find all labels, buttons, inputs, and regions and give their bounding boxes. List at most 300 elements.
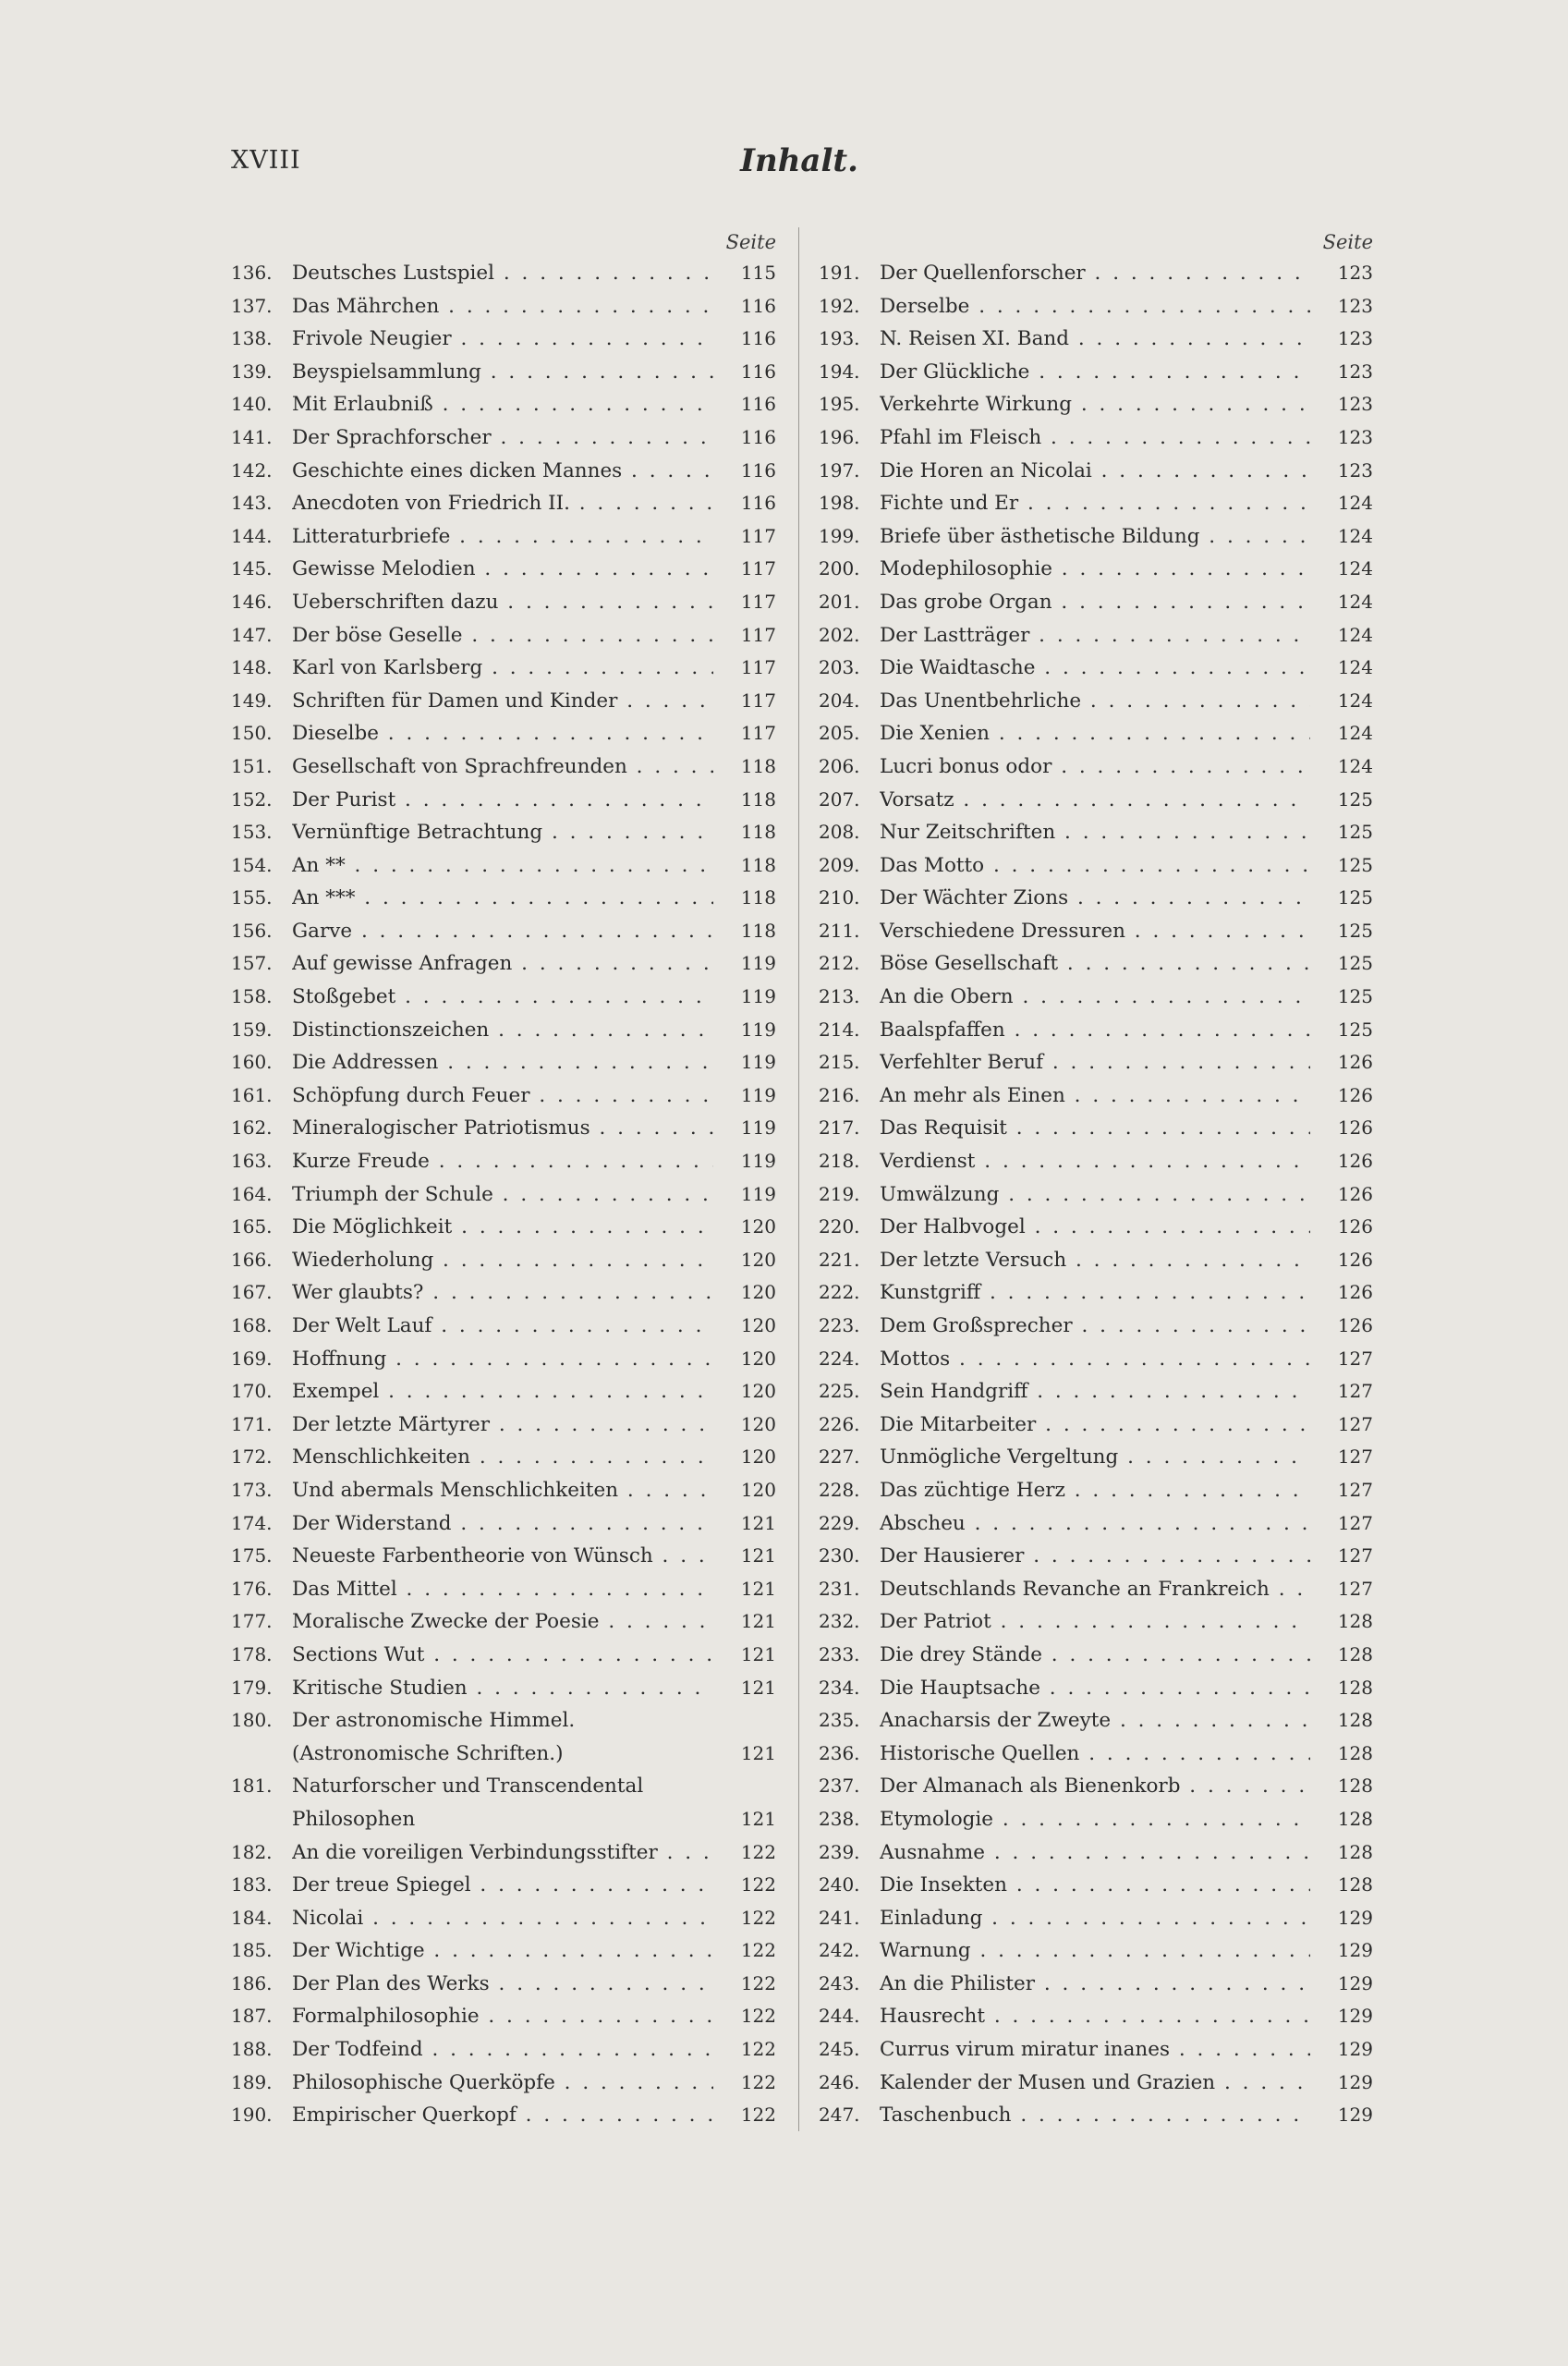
- toc-entry: [819, 1803, 1373, 1836]
- entry-number: 193.: [819, 327, 860, 350]
- toc-entry: [819, 685, 1373, 718]
- entry-number: 236.: [819, 1741, 860, 1764]
- toc-entry: [819, 1211, 1373, 1244]
- entry-number: 171.: [231, 1412, 273, 1435]
- entry-page: 120: [740, 1281, 776, 1304]
- entry-page: 128: [1337, 1676, 1373, 1699]
- entry-number: 190.: [231, 2104, 273, 2127]
- entry-title: Die Insekten . . .: [880, 1869, 1310, 1902]
- entry-title: Modephilosophie . . .: [880, 553, 1310, 586]
- entry-page: 117: [740, 557, 776, 580]
- entry-title: Sections Wut . . .: [292, 1639, 713, 1672]
- entry-title: Die drey Stände . . .: [880, 1639, 1310, 1672]
- entry-title: Currus virum miratur inanes . . .: [880, 2033, 1310, 2067]
- entry-number: 148.: [231, 656, 273, 679]
- toc-entry: [231, 356, 776, 389]
- entry-number: 197.: [819, 458, 860, 482]
- toc-entry: [819, 1343, 1373, 1376]
- entry-title: Der Lastträger . . .: [880, 619, 1310, 652]
- toc-entry: [819, 1672, 1373, 1705]
- toc-entry: [819, 1409, 1373, 1442]
- entry-title: Der böse Geselle . . .: [292, 619, 713, 652]
- entry-number: 200.: [819, 557, 860, 580]
- entry-title: Der Patriot . . .: [880, 1605, 1310, 1639]
- entry-title: Ueberschriften dazu . . .: [292, 586, 713, 619]
- entry-page: 128: [1337, 1709, 1373, 1732]
- toc-entry: [819, 915, 1373, 948]
- toc-entry: [819, 1014, 1373, 1047]
- entry-number: 224.: [819, 1347, 860, 1370]
- toc-entry: [819, 553, 1373, 586]
- toc-entry: [231, 882, 776, 915]
- entry-page: 122: [740, 1939, 776, 1962]
- entry-title: Nicolai . . .: [292, 1902, 713, 1935]
- entry-page: 123: [1337, 360, 1373, 383]
- entry-page: 125: [1337, 886, 1373, 909]
- toc-entry: [819, 1605, 1373, 1639]
- entry-number: 179.: [231, 1676, 273, 1699]
- entry-title: Kurze Freude . . .: [292, 1145, 713, 1178]
- entry-number: 230.: [819, 1544, 860, 1567]
- toc-entry: [231, 553, 776, 586]
- entry-page: 125: [1337, 787, 1373, 811]
- entry-title: Das züchtige Herz . . .: [880, 1474, 1310, 1507]
- entry-title: Mineralogischer Patriotismus . . .: [292, 1112, 713, 1145]
- entry-number: 176.: [231, 1577, 273, 1600]
- toc-entry: [231, 1079, 776, 1113]
- entry-number: 247.: [819, 2104, 860, 2127]
- toc-entry: [231, 1573, 776, 1606]
- entry-number: 217.: [819, 1116, 860, 1140]
- entry-page: 121: [740, 1642, 776, 1665]
- entry-title: Taschenbuch . . .: [880, 2099, 1310, 2132]
- entry-page: 123: [1337, 262, 1373, 284]
- entry-number: 136.: [231, 262, 273, 284]
- entry-title: Briefe über ästhetische Bildung . . .: [880, 520, 1310, 554]
- entry-number: 231.: [819, 1577, 860, 1600]
- toc-entry: [231, 947, 776, 981]
- toc-entry: [231, 257, 776, 290]
- entry-title: Abscheu . . .: [880, 1507, 1310, 1541]
- toc-entry: [231, 1836, 776, 1870]
- entry-page: 124: [1337, 754, 1373, 777]
- entry-page: 126: [1337, 1248, 1373, 1271]
- entry-title: An die Obern . . .: [880, 981, 1310, 1014]
- entry-title: Die Möglichkeit . . .: [292, 1211, 713, 1244]
- toc-entry: [231, 1639, 776, 1672]
- entry-number: 209.: [819, 853, 860, 876]
- entry-page: 129: [1337, 2070, 1373, 2093]
- toc-entry: [231, 1310, 776, 1343]
- column-divider: [798, 227, 799, 2131]
- toc-entry: [819, 1310, 1373, 1343]
- entry-title: Die Hauptsache . . .: [880, 1672, 1310, 1705]
- entry-number: 227.: [819, 1445, 860, 1469]
- entry-page: 124: [1337, 722, 1373, 745]
- entry-title: Neueste Farbentheorie von Wünsch . . .: [292, 1540, 713, 1573]
- entry-page: 121: [740, 1676, 776, 1699]
- entry-number: 243.: [819, 1971, 860, 1994]
- toc-entry: [819, 323, 1373, 356]
- entry-page: 123: [1337, 458, 1373, 482]
- entry-title: Wiederholung . . .: [292, 1244, 713, 1277]
- toc-entry: [819, 2000, 1373, 2033]
- entry-page: 128: [1337, 1840, 1373, 1863]
- toc-entry: [231, 1441, 776, 1474]
- entry-title: Sein Handgriff . . .: [880, 1375, 1310, 1409]
- entry-page: 115: [740, 262, 776, 284]
- toc-entry: [231, 1409, 776, 1442]
- entry-page: 121: [740, 1807, 776, 1830]
- entry-page: 126: [1337, 1215, 1373, 1238]
- entry-number: 184.: [231, 1906, 273, 1929]
- entry-page: 118: [740, 853, 776, 876]
- entry-page: 128: [1337, 1873, 1373, 1896]
- toc-entries-left: [231, 257, 776, 2132]
- entry-number: 177.: [231, 1610, 273, 1633]
- page-header: [231, 142, 1367, 187]
- entry-title: Frivole Neugier . . .: [292, 323, 713, 356]
- entry-title: An die voreiligen Verbindungsstifter . . .: [292, 1836, 713, 1870]
- entry-number: 201.: [819, 590, 860, 613]
- entry-page: 125: [1337, 985, 1373, 1008]
- entry-number: 153.: [231, 821, 273, 844]
- toc-entry: [819, 2033, 1373, 2067]
- entry-number: 237.: [819, 1774, 860, 1798]
- entry-number: 160.: [231, 1051, 273, 1074]
- entry-title: Gesellschaft von Sprachfreunden . . .: [292, 750, 713, 784]
- entry-number: 206.: [819, 754, 860, 777]
- entry-page: 125: [1337, 821, 1373, 844]
- entry-title: Baalspfaffen . . .: [880, 1014, 1310, 1047]
- entry-title: Die Mitarbeiter . . .: [880, 1409, 1310, 1442]
- entry-page: 122: [740, 1840, 776, 1863]
- entry-title: Nur Zeitschriften . . .: [880, 816, 1310, 849]
- entry-title: Historische Quellen . . .: [880, 1738, 1310, 1771]
- entry-number: 239.: [819, 1840, 860, 1863]
- entry-page: 123: [1337, 327, 1373, 350]
- entry-title: Der Sprachforscher . . .: [292, 421, 713, 455]
- entry-number: 234.: [819, 1676, 860, 1699]
- entry-number: 158.: [231, 985, 273, 1008]
- entry-title: Fichte und Er . . .: [880, 487, 1310, 520]
- entry-page: 116: [740, 458, 776, 482]
- entry-title: Hausrecht . . .: [880, 2000, 1310, 2033]
- entry-page: 128: [1337, 1741, 1373, 1764]
- entry-number: 161.: [231, 1083, 273, 1106]
- toc-entry: [819, 1934, 1373, 1968]
- toc-entry: [819, 652, 1373, 685]
- toc-entry: [231, 1276, 776, 1310]
- entry-number: 163.: [231, 1150, 273, 1173]
- entry-page: 126: [1337, 1182, 1373, 1205]
- toc-entry: [819, 257, 1373, 290]
- entry-page: 122: [740, 1906, 776, 1929]
- entry-page: 124: [1337, 524, 1373, 547]
- toc-entry: [231, 1934, 776, 1968]
- toc-entry: [231, 2067, 776, 2100]
- entry-title: Das Mittel . . .: [292, 1573, 713, 1606]
- entry-number: 194.: [819, 360, 860, 383]
- entry-page: 129: [1337, 1939, 1373, 1962]
- entry-title: Der Halbvogel . . .: [880, 1211, 1310, 1244]
- toc-entry: [819, 947, 1373, 981]
- entry-number: 199.: [819, 524, 860, 547]
- entry-number: 240.: [819, 1873, 860, 1896]
- entry-number: 246.: [819, 2070, 860, 2093]
- entry-title: Der Widerstand . . .: [292, 1507, 713, 1541]
- entry-page: 128: [1337, 1610, 1373, 1633]
- entry-title: Anecdoten von Friedrich II. . . .: [292, 487, 713, 520]
- entry-number: 142.: [231, 458, 273, 482]
- entry-number: 167.: [231, 1281, 273, 1304]
- entry-page: 125: [1337, 952, 1373, 975]
- entry-number: 172.: [231, 1445, 273, 1469]
- toc-entry: [231, 915, 776, 948]
- toc-entry: [231, 2000, 776, 2033]
- entry-page: 121: [740, 1544, 776, 1567]
- entry-number: 181.: [231, 1774, 273, 1798]
- toc-entry: [819, 1046, 1373, 1079]
- entry-page: 117: [740, 656, 776, 679]
- entry-number: 208.: [819, 821, 860, 844]
- entry-title: Verdienst . . .: [880, 1145, 1310, 1178]
- entry-title: Anacharsis der Zweyte . . .: [880, 1704, 1310, 1738]
- seite-column-label: Seite: [1322, 231, 1373, 253]
- entry-page: 126: [1337, 1150, 1373, 1173]
- toc-entry: [819, 981, 1373, 1014]
- entry-title: Vorsatz . . .: [880, 784, 1310, 817]
- entry-title: Der Glückliche . . .: [880, 356, 1310, 389]
- entry-page: 119: [740, 1116, 776, 1140]
- entry-page: 129: [1337, 1906, 1373, 1929]
- entry-page: 123: [1337, 294, 1373, 317]
- entry-number: 219.: [819, 1182, 860, 1205]
- entry-page: 119: [740, 1083, 776, 1106]
- toc-entry: [819, 1869, 1373, 1902]
- entry-title: Böse Gesellschaft . . .: [880, 947, 1310, 981]
- entry-page: 127: [1337, 1380, 1373, 1403]
- entry-page: 118: [740, 821, 776, 844]
- entry-number: 242.: [819, 1939, 860, 1962]
- entry-number: 241.: [819, 1906, 860, 1929]
- toc-entry: [819, 1836, 1373, 1870]
- entry-title: Das Unentbehrliche . . .: [880, 685, 1310, 718]
- entry-title: Die Horen an Nicolai . . .: [880, 455, 1310, 488]
- toc-entry: [819, 290, 1373, 323]
- entry-title: Stoßgebet . . .: [292, 981, 713, 1014]
- toc-entry: [819, 388, 1373, 421]
- entry-number: 149.: [231, 689, 273, 712]
- entry-page: 116: [740, 425, 776, 448]
- entry-number: 141.: [231, 425, 273, 448]
- entry-page: 118: [740, 919, 776, 942]
- entry-page: 121: [740, 1741, 776, 1764]
- toc-entry: [231, 1178, 776, 1212]
- entry-page: 116: [740, 492, 776, 515]
- entry-page: 121: [740, 1610, 776, 1633]
- entry-number: 166.: [231, 1248, 273, 1271]
- entry-page: 116: [740, 294, 776, 317]
- toc-entry: [231, 1145, 776, 1178]
- entry-page: 126: [1337, 1116, 1373, 1140]
- entry-number: 173.: [231, 1478, 273, 1501]
- toc-entry: [231, 1902, 776, 1935]
- toc-entry: [231, 981, 776, 1014]
- entry-number: 191.: [819, 262, 860, 284]
- entry-title: Der astronomische Himmel. (Astronomische Schriften.): [292, 1709, 576, 1765]
- entry-title: Die Addressen . . .: [292, 1046, 713, 1079]
- entry-number: 178.: [231, 1642, 273, 1665]
- entry-number: 207.: [819, 787, 860, 811]
- toc-entry: [231, 784, 776, 817]
- entry-title: Schöpfung durch Feuer . . .: [292, 1079, 713, 1113]
- entry-number: 168.: [231, 1314, 273, 1336]
- entry-page: 117: [740, 689, 776, 712]
- toc-entry: [231, 455, 776, 488]
- entry-page: 119: [740, 985, 776, 1008]
- toc-entry: [819, 784, 1373, 817]
- entry-number: 159.: [231, 1018, 273, 1041]
- toc-entry: [231, 750, 776, 784]
- entry-page: 129: [1337, 1971, 1373, 1994]
- entry-page: 123: [1337, 425, 1373, 448]
- page-title: Inhalt.: [740, 142, 858, 179]
- entry-page: 118: [740, 787, 776, 811]
- entry-number: 195.: [819, 393, 860, 416]
- toc-entry: [819, 1770, 1373, 1803]
- toc-entry: [231, 1507, 776, 1541]
- entry-page: 126: [1337, 1281, 1373, 1304]
- toc-entry: [231, 388, 776, 421]
- toc-entry: [231, 1605, 776, 1639]
- entry-number: 233.: [819, 1642, 860, 1665]
- toc-entry: [819, 586, 1373, 619]
- entry-number: 183.: [231, 1873, 273, 1896]
- entry-title: Der Wächter Zions . . .: [880, 882, 1310, 915]
- entry-title: Der Almanach als Bienenkorb . . .: [880, 1770, 1310, 1803]
- entry-number: 198.: [819, 492, 860, 515]
- entry-page: 119: [740, 1182, 776, 1205]
- toc-entry: [819, 882, 1373, 915]
- entry-title: Umwälzung . . .: [880, 1178, 1310, 1212]
- entry-title: Geschichte eines dicken Mannes . . .: [292, 455, 713, 488]
- entry-number: 187.: [231, 2005, 273, 2028]
- entry-page: 120: [740, 1347, 776, 1370]
- entry-page: 119: [740, 1051, 776, 1074]
- toc-entry: [819, 1704, 1373, 1738]
- entry-title: Der Wichtige . . .: [292, 1934, 713, 1968]
- toc-entry: [819, 750, 1373, 784]
- toc-entry: [819, 421, 1373, 455]
- entry-number: 156.: [231, 919, 273, 942]
- entry-number: 226.: [819, 1412, 860, 1435]
- entry-page: 120: [740, 1215, 776, 1238]
- entry-page: 119: [740, 952, 776, 975]
- entry-title: Auf gewisse Anfragen . . .: [292, 947, 713, 981]
- entry-number: 212.: [819, 952, 860, 975]
- entry-title: Kunstgriff . . .: [880, 1276, 1310, 1310]
- entry-title: Einladung . . .: [880, 1902, 1310, 1935]
- entry-title: Die Waidtasche . . .: [880, 652, 1310, 685]
- entry-page: 121: [740, 1577, 776, 1600]
- entry-title: Gewisse Melodien . . .: [292, 553, 713, 586]
- toc-entry: [231, 816, 776, 849]
- entry-number: 216.: [819, 1083, 860, 1106]
- entry-title: An die Philister . . .: [880, 1968, 1310, 2001]
- toc-entry: [819, 1902, 1373, 1935]
- toc-entry: [231, 652, 776, 685]
- toc-entry: [819, 2067, 1373, 2100]
- entry-title: Hoffnung . . .: [292, 1343, 713, 1376]
- entry-page: 127: [1337, 1412, 1373, 1435]
- entry-page: 120: [740, 1314, 776, 1336]
- entry-page: 124: [1337, 623, 1373, 646]
- entry-title: Der Welt Lauf . . .: [292, 1310, 713, 1343]
- seite-column-label: Seite: [725, 231, 776, 253]
- entry-title: Derselbe . . .: [880, 290, 1310, 323]
- entry-page: 122: [740, 1873, 776, 1896]
- entry-page: 125: [1337, 853, 1373, 876]
- entry-title: Kritische Studien . . .: [292, 1672, 713, 1705]
- entry-title: An mehr als Einen . . .: [880, 1079, 1310, 1113]
- toc-entry: [231, 849, 776, 883]
- entry-page: 116: [740, 327, 776, 350]
- toc-entry: [231, 1211, 776, 1244]
- entry-title: Das grobe Organ . . .: [880, 586, 1310, 619]
- toc-entry: [819, 816, 1373, 849]
- toc-entry: [231, 520, 776, 554]
- entry-number: 137.: [231, 294, 273, 317]
- entry-number: 151.: [231, 754, 273, 777]
- entry-page: 126: [1337, 1314, 1373, 1336]
- entry-number: 182.: [231, 1840, 273, 1863]
- toc-entries-right: [819, 257, 1373, 2132]
- entry-title: Mit Erlaubniß . . .: [292, 388, 713, 421]
- entry-number: 138.: [231, 327, 273, 350]
- entry-number: 210.: [819, 886, 860, 909]
- entry-number: 155.: [231, 886, 273, 909]
- entry-number: 202.: [819, 623, 860, 646]
- toc-entry: [231, 1540, 776, 1573]
- entry-page: 124: [1337, 656, 1373, 679]
- entry-page: 122: [740, 2070, 776, 2093]
- entry-title: Triumph der Schule . . .: [292, 1178, 713, 1212]
- toc-entry: [819, 1112, 1373, 1145]
- entry-page: 117: [740, 722, 776, 745]
- entry-number: 244.: [819, 2005, 860, 2028]
- entry-number: 185.: [231, 1939, 273, 1962]
- entry-title: Verkehrte Wirkung . . .: [880, 388, 1310, 421]
- toc-entry: [819, 1178, 1373, 1212]
- toc-entry: [231, 1704, 776, 1770]
- entry-title: Garve . . .: [292, 915, 713, 948]
- entry-title: Naturforscher und Transcendental Philosophen: [292, 1774, 644, 1831]
- entry-number: 174.: [231, 1511, 273, 1534]
- entry-title: Menschlichkeiten . . .: [292, 1441, 713, 1474]
- toc-entry: [231, 1474, 776, 1507]
- entry-number: 164.: [231, 1182, 273, 1205]
- entry-number: 152.: [231, 787, 273, 811]
- toc-entry: [231, 586, 776, 619]
- entry-title: Der Hausierer . . .: [880, 1540, 1310, 1573]
- entry-number: 154.: [231, 853, 273, 876]
- entry-number: 147.: [231, 623, 273, 646]
- toc-entry: [231, 685, 776, 718]
- toc-entry: [231, 1112, 776, 1145]
- entry-number: 205.: [819, 722, 860, 745]
- entry-page: 124: [1337, 689, 1373, 712]
